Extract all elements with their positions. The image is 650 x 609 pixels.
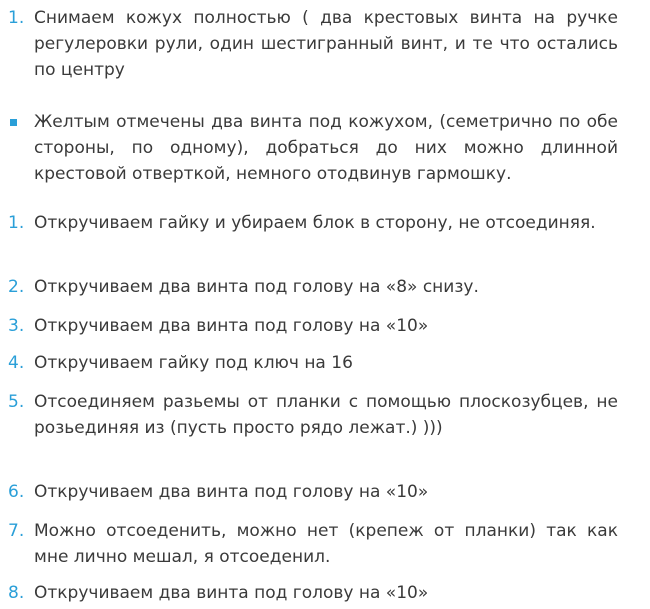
- step-number: 3.: [8, 316, 25, 336]
- step-text: Откручиваем два винта под голову на «10»: [34, 482, 429, 502]
- step-number: 1.: [8, 213, 25, 233]
- list-item-step-2: [8, 274, 618, 300]
- step-text: Откручиваем два винта под голову на «10»: [34, 316, 429, 336]
- step-number: 2.: [8, 277, 25, 297]
- step-text: Снимаем кожух полностью ( два крестовых винта на ручке регулеровки рули, один шестигранный винт, и те что остались по центру: [34, 8, 618, 80]
- step-text: Откручиваем гайку и убираем блок в сторону, не отсоединяя.: [34, 213, 596, 233]
- step-text: Откручиваем два винта под голову на «8» снизу.: [34, 277, 479, 297]
- step-number: 6.: [8, 482, 25, 502]
- bullet-marker: [8, 109, 34, 135]
- list-item-step-1a: [8, 5, 618, 83]
- list-item-step-7: [8, 518, 618, 570]
- list-item-step-4: [8, 350, 618, 376]
- square-bullet-icon: [10, 119, 17, 126]
- list-item-step-3: [8, 313, 618, 339]
- step-number: 5.: [8, 392, 25, 412]
- step-number: 4.: [8, 353, 25, 373]
- list-item-step-5: [8, 389, 618, 441]
- step-number: 7.: [8, 521, 25, 541]
- step-text: Откручиваем два винта под голову на «10»: [34, 583, 429, 603]
- bullet-text: Желтым отмечены два винта под кожухом, (семетрично по обе стороны, по одному), добраться до них можно длинной крестовой отверткой, немного отодвинув гармошку.: [34, 112, 618, 184]
- list-item-bullet: [8, 109, 618, 187]
- step-text: Можно отсоеденить, можно нет (крепеж от планки) так как мне лично мешал, я отсоеденил.: [34, 521, 618, 567]
- list-item-step-8: [8, 580, 618, 606]
- step-text: Отсоединяем разьемы от планки с помощью плоскозубцев, не розьединяя из (пусть просто рядо лежат.) ))): [34, 392, 618, 438]
- step-number: 8.: [8, 583, 25, 603]
- list-item-step-6: [8, 479, 618, 505]
- step-number: 1.: [8, 8, 25, 28]
- list-item-step-1b: [8, 210, 618, 236]
- step-text: Откручиваем гайку под ключ на 16: [34, 353, 353, 373]
